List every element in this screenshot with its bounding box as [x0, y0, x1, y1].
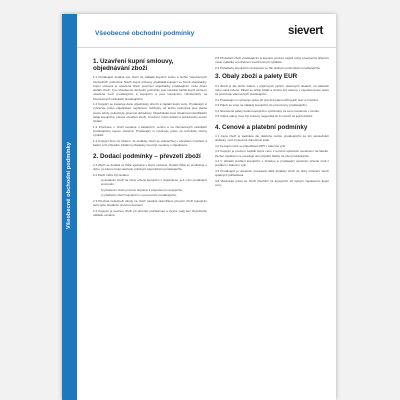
paragraph: 4.2 Ke kupní ceně se připočítává DPH v zákonné výši. — [215, 143, 286, 148]
paragraph: 2.4 Kupující je povinen zboží při převzetí prohlédnout a zjevné vady bez zbytečného odkladu oznámit. — [93, 208, 207, 218]
section-title-1: 1. Uzavření kupní smlouvy, objednávání zboží — [93, 58, 174, 73]
section-title-4: 4. Cenové a platební podmínky — [215, 123, 308, 131]
paragraph: 4.1 Cena zboží je sjednána dle platného ceníku prodávajícího ke dni uskutečnění dodávky, není-li písemně dohodnuto jinak. — [215, 133, 329, 143]
paragraph: 2.2 Zboží může být dodáno: — [93, 172, 130, 177]
paragraph: 3.1 Zboží je dle druhu baleno v papírových pytlích, plastových obalech, na paletách nebo volně ložené. Palety se účtují zvlášť a mohou být vráceny v nepoškozeném stavu za podmínek stanovených prodávajícím. — [215, 83, 329, 97]
paragraph: 2.1 Zboží se dodává ve lhůtě sjednané v kupní smlouvě. Dodací lhůta se prodlužuje o dobu, po kterou trvají okolnosti vylučující odpovědnost prodávajícího. — [93, 162, 207, 172]
paragraph: 2.6 Požadavky kupujícího na dopravu se řídí platnými podmínkami prodávajícího. — [215, 65, 321, 70]
page-header — [77, 14, 336, 48]
sidebar-band — [62, 14, 77, 400]
section-title-2: 2. Dodací podmínky – převzetí zboží — [93, 152, 201, 160]
document-page — [62, 14, 336, 400]
paragraph: 1.1 Prodávající dodává své zboží na základě kupních smluv a těchto Všeobecných obchodních podmínek. Návrh kupní smlouvy předkládá kupující ve formě objednávky. Kupní smlouva je uzavřena dnem potvrzení objednávky prodávajícím, nebo dnem dodání zboží. Tyto Všeobecné obchodní podmínky jsou součástí každé kupní smlouvy uzavřené mezi prodávajícím a kupujícím a jsou kupujícímu zpřístupněny na internetových stránkách prodávajícího. — [93, 75, 207, 101]
right-column — [215, 56, 329, 189]
section-title-3: 3. Obaly zboží a palety EUR — [215, 73, 298, 81]
paragraph: 4.4 V případě prodlení kupujícího s úhradou je prodávající oprávněn účtovat úrok z prodlení v zákonné výši. — [215, 159, 329, 168]
paragraph: 2.3 Přechod nebezpečí škody na zboží nastává okamžikem převzetí zboží kupujícím nebo jeho předáním prvnímu dopravci. — [93, 199, 207, 208]
paragraph: 3.5 Vratné palety musí být vráceny nejpozději do 6 měsíců od jejich dodání. — [215, 114, 314, 119]
paragraph: 4.6 Vlastnické právo ke zboží přechází na kupujícího až úplným zaplacením kupní ceny. — [215, 178, 329, 187]
paragraph: 3.3 Palety se vrací na náklady kupujícího do provozovny prodávajícího. — [215, 103, 308, 108]
paragraph: 4.3 Kupující je povinen zaplatit kupní cenu v termínu splatnosti uvedeném na faktuře. Za den zaplacení se považuje den připsání částky na účet prodávajícího. — [215, 149, 329, 158]
company-logo: sievert — [288, 25, 323, 37]
left-column — [93, 58, 207, 219]
paragraph: 3.4 Nevrácené palety budou kupujícímu vyúčtovány za cenu uvedenou v ceníku. — [215, 108, 320, 113]
paragraph: 4.5 Prodávající je oprávněn pozastavit další dodávky zboží do doby uhrazení všech splatných pohledávek. — [215, 168, 329, 178]
list-item: c) předáním zboží kupujícímu v provozovně prodávajícího. — [101, 193, 178, 198]
list-item: a) dodáním zboží na místo určené kupujícím v objednávce, je-li s tím prodávající srozuměn, — [101, 178, 207, 187]
sidebar-title: Všeobecné obchodní podmínky — [66, 142, 72, 229]
paragraph: 2.5 Při dodání zboží prodávajícím je kupující povinen zajistit volný a bezpečný příjezd k místu vykládky a potřebnou součinnost při vykládce. — [215, 56, 329, 65]
paragraph: 1.4 Kupující bere na vědomí, že dodávky zboží se uskutečňují v obvyklém množství a balení a že případné zvláštní požadavky musí být uvedeny v objednávce. — [93, 138, 207, 148]
paragraph: 1.3 Informace o zboží uvedené v katalozích, ceníku a na internetových stránkách prodávajícího nejsou závazné. Prodávající si vyhrazuje právo na technické změny výrobků. — [93, 124, 207, 138]
page-title: Všeobecné obchodní podmínky — [95, 30, 195, 37]
paragraph: 3.2 Prodávající si vyhrazuje právo při převzetí palet ověřit jejich stav a množství. — [215, 97, 320, 102]
paragraph: 1.2 Kupující se zavazuje dané objednávky převzít a zaplatit kupní cenu. Prodávající si vyhrazuje právo objednávku nepřijmout. Odchylky od těchto podmínek jsou platné pouze tehdy, pokud byly písemně dohodnuty. Objednávka musí obsahovat identifikační údaje kupujícího, přesné označení zboží, množství, místo dodání a požadovaný termín dodání. — [93, 102, 207, 124]
list-item: b) předáním zboží prvnímu dopravci k přepravě pro kupujícího, — [101, 187, 183, 192]
